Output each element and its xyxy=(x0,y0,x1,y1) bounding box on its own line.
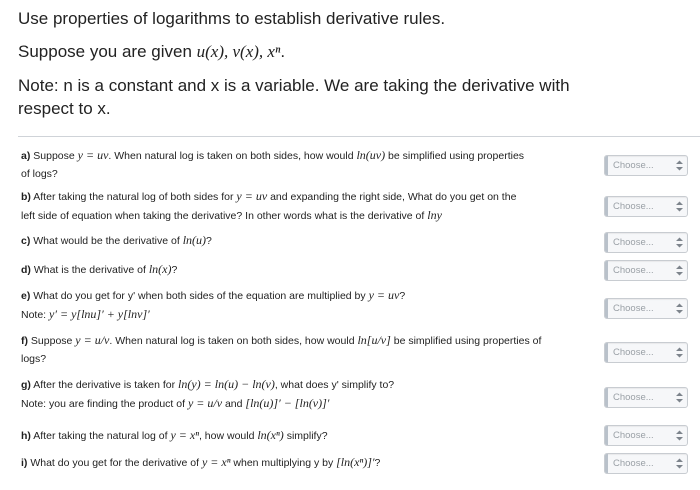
question-h-math-2: ln(xⁿ) xyxy=(257,428,284,442)
intro-line-2-text: Suppose you are given xyxy=(18,42,192,61)
question-g-math-1: ln(y) = ln(u) − ln(v) xyxy=(178,377,275,391)
select-value: Choose... xyxy=(613,458,654,469)
answer-select-d[interactable] xyxy=(604,260,688,281)
question-e-text-2: ? xyxy=(399,290,406,302)
question-g-math-2: y = u/v xyxy=(187,396,223,410)
question-d xyxy=(21,260,597,279)
question-f-text-4: logs? xyxy=(21,353,47,365)
answer-select-a[interactable] xyxy=(604,155,688,176)
question-i xyxy=(21,453,597,472)
question-b-text-1: After taking the natural log of both sides for xyxy=(33,191,234,203)
question-b-text-2: and expanding the right side, What do you get on the xyxy=(270,191,517,203)
question-f-text-2: . When natural log is taken on both sides, how would xyxy=(109,335,355,347)
up-down-chevron-icon xyxy=(675,346,684,359)
intro-note-line-1: Note: n is a constant and x is a variable. We are taking the derivative with xyxy=(18,76,570,95)
up-down-chevron-icon xyxy=(675,159,684,172)
answer-select-i[interactable] xyxy=(604,453,688,474)
intro-note-line-2: respect to x. xyxy=(18,99,111,118)
answer-select-c[interactable] xyxy=(604,232,688,253)
select-value: Choose... xyxy=(613,265,654,276)
question-e-math-2: y′ = y[lnu]′ + y[lnv]′ xyxy=(49,307,150,321)
question-e-text-3: Note: xyxy=(21,309,47,321)
select-accent xyxy=(605,299,608,318)
question-g-text-3: Note: you are finding the product of xyxy=(21,398,186,410)
question-g xyxy=(21,375,597,413)
select-value: Choose... xyxy=(613,201,654,212)
select-accent xyxy=(605,343,608,362)
question-d-text-2: ? xyxy=(171,264,178,276)
question-a-text-3: be simplified using properties xyxy=(388,150,525,162)
up-down-chevron-icon xyxy=(675,302,684,315)
question-b-label: b) xyxy=(21,191,31,203)
question-d-text-1: What is the derivative of xyxy=(33,264,146,276)
question-a-text-4: of logs? xyxy=(21,168,58,180)
question-g-text-2: , what does y' simplify to? xyxy=(274,379,395,391)
question-h-text-3: simplify? xyxy=(286,430,328,442)
question-i-text-1: What do you get for the derivative of xyxy=(30,457,200,469)
question-f-math-1: y = u/v xyxy=(75,333,110,347)
question-e-text-1: What do you get for y' when both sides of the equation are multiplied by xyxy=(33,290,366,302)
select-accent xyxy=(605,233,608,252)
question-i-label: i) xyxy=(21,457,28,469)
question-d-math-1: ln(x) xyxy=(148,262,172,276)
answer-select-g[interactable] xyxy=(604,387,688,408)
answer-select-e[interactable] xyxy=(604,298,688,319)
select-accent xyxy=(605,426,608,445)
question-f xyxy=(21,331,597,368)
select-value: Choose... xyxy=(613,237,654,248)
question-a-label: a) xyxy=(21,150,31,162)
intro-line-2-end: . xyxy=(280,42,286,61)
question-c-text-1: What would be the derivative of xyxy=(33,235,180,247)
question-c xyxy=(21,231,597,250)
answer-select-b[interactable] xyxy=(604,196,688,217)
question-h xyxy=(21,426,597,445)
question-f-label: f) xyxy=(21,335,28,347)
select-value: Choose... xyxy=(613,303,654,314)
section-divider xyxy=(18,136,700,137)
answer-select-h[interactable] xyxy=(604,425,688,446)
answer-select-f[interactable] xyxy=(604,342,688,363)
select-accent xyxy=(605,261,608,280)
question-f-text-1: Suppose xyxy=(30,335,73,347)
question-a-math-1: y = uv xyxy=(77,148,109,162)
question-e-label: e) xyxy=(21,290,31,302)
question-h-label: h) xyxy=(21,430,31,442)
question-c-math-1: ln(u) xyxy=(182,233,207,247)
intro-line-1: Use properties of logarithms to establish derivative rules. xyxy=(18,9,446,28)
up-down-chevron-icon xyxy=(675,457,684,470)
select-value: Choose... xyxy=(613,392,654,403)
question-h-math-1: y = xⁿ xyxy=(170,428,199,442)
question-d-label: d) xyxy=(21,264,31,276)
intro-line-2 xyxy=(18,42,285,62)
question-e-math-1: y = uv xyxy=(368,288,400,302)
up-down-chevron-icon xyxy=(675,391,684,404)
question-b-math-1: y = uv xyxy=(236,189,268,203)
question-i-math-2: [ln(xⁿ)]′ xyxy=(336,455,375,469)
question-b-math-2: lny xyxy=(427,208,442,222)
question-f-math-2: ln[u/v] xyxy=(357,333,391,347)
select-value: Choose... xyxy=(613,160,654,171)
question-a-math-2: ln(uv) xyxy=(356,148,386,162)
select-accent xyxy=(605,454,608,473)
question-i-text-3: ? xyxy=(374,457,381,469)
intro-line-2-math: u(x), v(x), xⁿ xyxy=(196,42,281,61)
question-f-text-3: be simplified using properties of xyxy=(393,335,542,347)
select-value: Choose... xyxy=(613,347,654,358)
select-accent xyxy=(605,197,608,216)
question-h-text-2: , how would xyxy=(198,430,255,442)
question-c-label: c) xyxy=(21,235,31,247)
question-b-text-3: left side of equation when taking the derivative? In other words what is the derivative of xyxy=(21,210,425,222)
question-i-math-1: y = xⁿ xyxy=(201,455,231,469)
up-down-chevron-icon xyxy=(675,200,684,213)
question-g-math-3: [ln(u)]′ − [ln(v)]′ xyxy=(245,396,330,410)
question-h-text-1: After taking the natural log of xyxy=(33,430,168,442)
up-down-chevron-icon xyxy=(675,236,684,249)
select-accent xyxy=(605,156,608,175)
up-down-chevron-icon xyxy=(675,429,684,442)
question-g-text-4: and xyxy=(224,398,243,410)
question-e xyxy=(21,286,597,324)
question-c-text-2: ? xyxy=(206,235,212,247)
question-i-text-2: when multiplying y by xyxy=(233,457,334,469)
question-a xyxy=(21,146,597,183)
up-down-chevron-icon xyxy=(675,264,684,277)
question-g-text-1: After the derivative is taken for xyxy=(33,379,176,391)
question-a-text-1: Suppose xyxy=(33,150,75,162)
select-accent xyxy=(605,388,608,407)
question-g-label: g) xyxy=(21,379,31,391)
question-b xyxy=(21,187,597,225)
select-value: Choose... xyxy=(613,430,654,441)
question-a-text-2: . When natural log is taken on both sides, how would xyxy=(108,150,354,162)
